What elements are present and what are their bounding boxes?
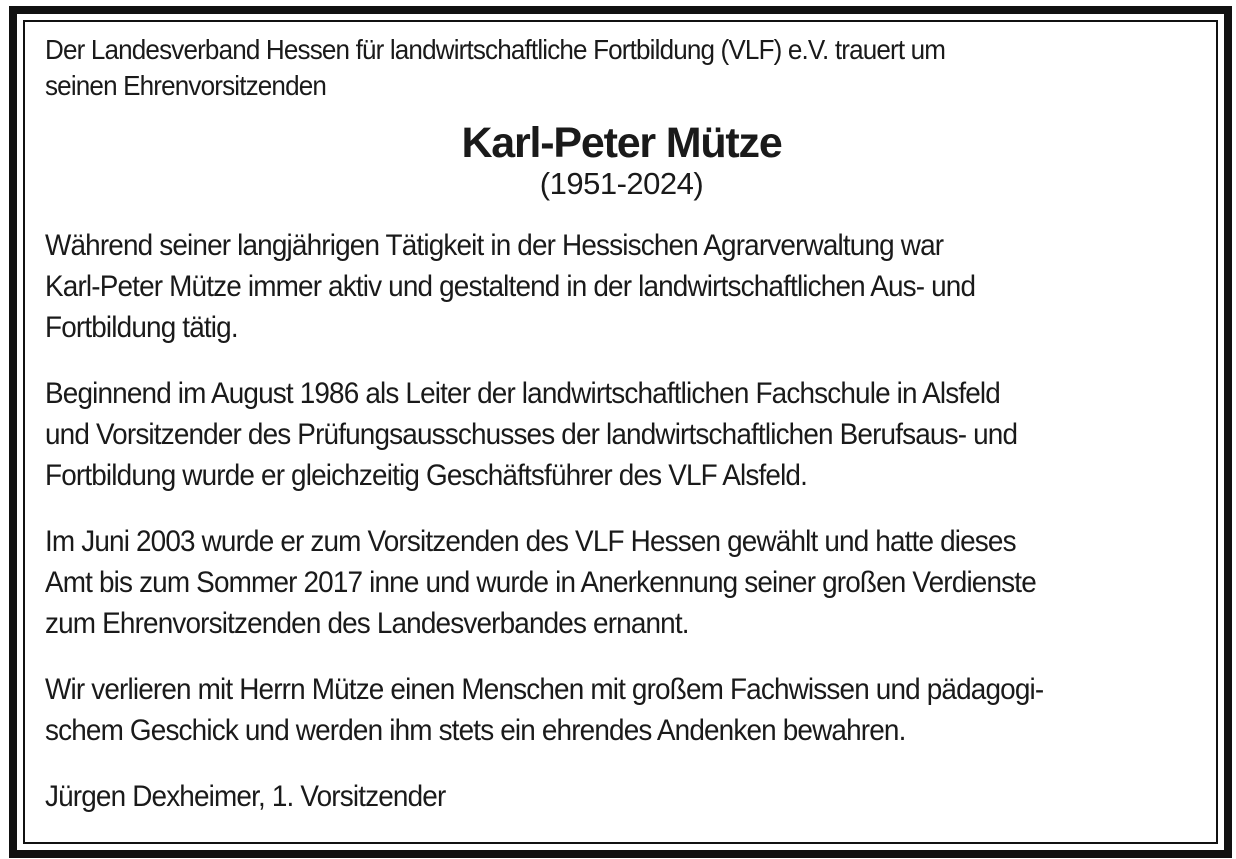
intro-line: Der Landesverband Hessen für landwirtschaftliche Fortbildung (VLF) e.V. trauert um [45, 34, 946, 65]
paragraph-line: Amt bis zum Sommer 2017 inne und wurde in Anerkennung seiner großen Verdienste [45, 566, 1036, 599]
signature [45, 776, 1198, 817]
deceased-years: (1951-2024) [539, 166, 704, 201]
paragraph-line: Beginnend im August 1986 als Leiter der landwirtschaftlichen Fachschule in Alsfeld [45, 377, 1000, 410]
paragraph-tribute [45, 669, 1198, 751]
paragraph-alsfeld [45, 373, 1198, 496]
paragraph-line: Wir verlieren mit Herrn Mütze einen Menschen mit großem Fachwissen und pädagogi- [45, 673, 1044, 706]
paragraph-line: zum Ehrenvorsitzenden des Landesverbandes ernannt. [45, 607, 689, 640]
signature-line: Jürgen Dexheimer, 1. Vorsitzender [45, 780, 446, 813]
paragraph-line: schem Geschick und werden ihm stets ein ehrendes Andenken bewahren. [45, 714, 906, 747]
obituary-frame-inner [23, 20, 1218, 844]
deceased-name: Karl-Peter Mütze [461, 119, 782, 167]
paragraph-line: Fortbildung wurde er gleichzeitig Geschäftsführer des VLF Alsfeld. [45, 459, 808, 492]
paragraph-line: Karl-Peter Mütze immer aktiv und gestaltend in der landwirtschaftlichen Aus- und [45, 270, 976, 303]
paragraph-line: Im Juni 2003 wurde er zum Vorsitzenden des VLF Hessen gewählt und hatte dieses [45, 525, 1016, 558]
paragraph-line: und Vorsitzender des Prüfungsausschusses der landwirtschaftlichen Berufsaus- und [45, 418, 1018, 451]
paragraph-chairman [45, 521, 1198, 644]
paragraph-line: Während seiner langjährigen Tätigkeit in der Hessischen Agrarverwaltung war [45, 229, 944, 262]
obituary-frame-outer [9, 6, 1232, 858]
paragraph-career [45, 225, 1198, 348]
paragraph-line: Fortbildung tätig. [45, 311, 238, 344]
obituary-content [45, 32, 1198, 817]
intro-line: seinen Ehrenvorsitzenden [45, 70, 327, 101]
intro-text [45, 32, 1192, 104]
